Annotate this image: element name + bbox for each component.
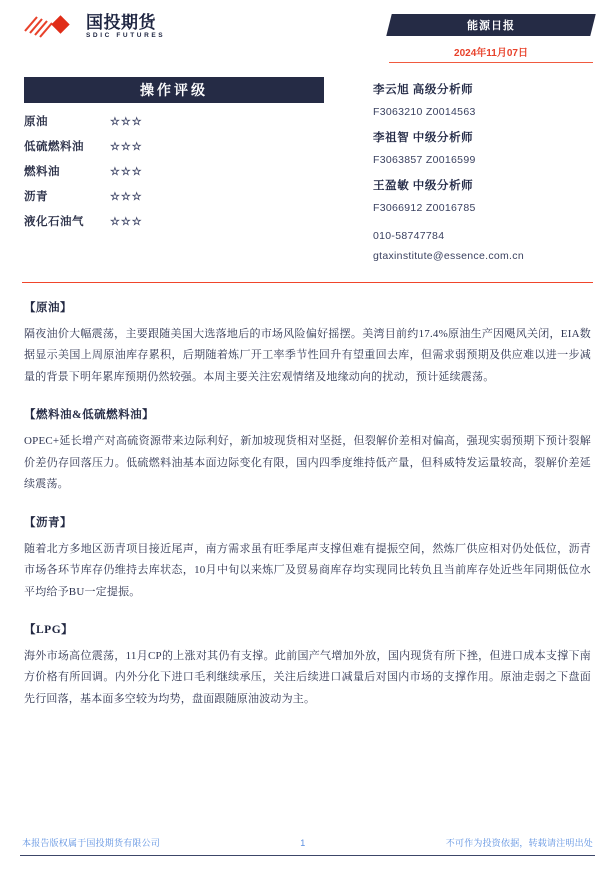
rating-commodity-name: 燃料油 bbox=[24, 166, 60, 178]
rating-stars: ☆☆☆ bbox=[110, 191, 143, 203]
brand-name-cn: 国投期货 bbox=[86, 13, 156, 33]
report-type-label: 能源日报 bbox=[467, 20, 515, 32]
article-body: 随着北方多地区沥青项目接近尾声，南方需求虽有旺季尾声支撑但难有提振空间，然炼厂供应相对仍处低位，沥青市场各环节库存仍维持去库状态，10月中旬以来炼厂及贸易商库存均实现同比转负且当前库存处近些年同期低位水平均给予BU一定提振。 bbox=[24, 542, 591, 598]
page-footer bbox=[18, 836, 597, 856]
rating-panel-title: 操作评级 bbox=[24, 77, 324, 103]
rating-stars: ☆☆☆ bbox=[110, 141, 143, 153]
article-crude-oil bbox=[24, 299, 591, 388]
contact-email[interactable]: gtaxinstitute@essence.com.cn bbox=[373, 250, 524, 262]
footer-content bbox=[18, 836, 597, 855]
article-body: 隔夜油价大幅震荡，主要跟随美国大选落地后的市场风险偏好摇摆。美湾目前约17.4%原油生产因飓风关闭，EIA数据显示美国上周原油库存累积，后期随着炼厂开工率季节性回升有望重回去库，但需求弱预期及供应难以进一步减量的背景下明年累库预期仍然较强。本周主要关注宏观情绪及地缘动向的扰动，预计延续震荡。 bbox=[24, 328, 591, 383]
rating-commodity-name: 沥青 bbox=[24, 191, 48, 203]
article-body: 海外市场高位震荡，11月CP的上涨对其仍有支撑。此前国产气增加外放，国内现货有所下挫，但进口成本支撑下南方价格有所回调。内外分化下进口毛利继续承压，关注后续进口减量后对国内市场的支撑作用。原油走弱之下盘面先行回落，基本面多空较为均势，盘面跟随原油波动为主。 bbox=[24, 649, 591, 705]
section-divider bbox=[22, 282, 593, 283]
rating-commodity-name: 低硫燃料油 bbox=[24, 141, 84, 153]
analyst-panel bbox=[373, 77, 597, 270]
rating-panel bbox=[18, 77, 324, 270]
report-type-banner bbox=[386, 14, 595, 36]
contact-phone: 010-58747784 bbox=[373, 230, 445, 242]
article-list bbox=[18, 299, 597, 710]
brand-name-en: SDIC FUTURES bbox=[86, 32, 166, 40]
footer-copyright: 本报告版权属于国投期货有限公司 bbox=[22, 838, 161, 848]
report-date: 2024年11月07日 bbox=[389, 44, 593, 63]
rating-stars: ☆☆☆ bbox=[110, 116, 143, 128]
rating-row bbox=[24, 138, 324, 154]
article-title: 【燃料油&低硫燃料油】 bbox=[24, 409, 155, 422]
report-flag-wrapper bbox=[389, 14, 593, 63]
masthead bbox=[18, 0, 597, 63]
rating-commodity-name: 原油 bbox=[24, 116, 48, 128]
rating-row bbox=[24, 163, 324, 179]
article-title: 【LPG】 bbox=[24, 623, 74, 636]
sdic-diamond-logo-icon bbox=[24, 14, 80, 40]
article-asphalt bbox=[24, 514, 591, 603]
analyst-license-codes: F3066912 Z0016785 bbox=[373, 202, 476, 214]
footer-divider bbox=[20, 855, 595, 856]
rating-stars: ☆☆☆ bbox=[110, 216, 143, 228]
analyst-entry bbox=[373, 81, 597, 118]
rating-row bbox=[24, 213, 324, 229]
brand-logo bbox=[18, 14, 165, 40]
article-lpg bbox=[24, 621, 591, 710]
rating-stars: ☆☆☆ bbox=[110, 166, 143, 178]
rating-row bbox=[24, 188, 324, 204]
article-title: 【原油】 bbox=[24, 302, 72, 314]
analyst-entry bbox=[373, 129, 597, 166]
article-body: OPEC+延长增产对高硫资源带来边际利好，新加坡现货相对坚挺，但裂解价差相对偏高，强现实弱预期下预计裂解价差仍存回落压力。低硫燃料油基本面边际变化有限，国内四季度维持低产量，但科威特发运量较高，裂解价差延续震荡。 bbox=[24, 435, 591, 491]
article-fuel-oil bbox=[24, 406, 591, 495]
analyst-name: 李云旭 高级分析师 bbox=[373, 84, 474, 96]
rating-row bbox=[24, 113, 324, 129]
footer-disclaimer: 不可作为投资依据，转载请注明出处 bbox=[445, 838, 593, 848]
analyst-name: 王盈敏 中级分析师 bbox=[373, 180, 474, 192]
analyst-entry bbox=[373, 177, 597, 214]
rating-commodity-name: 液化石油气 bbox=[24, 216, 84, 228]
article-title: 【沥青】 bbox=[24, 516, 72, 529]
contact-block bbox=[373, 230, 597, 262]
footer-page-number: 1 bbox=[300, 837, 306, 848]
analyst-license-codes: F3063857 Z0016599 bbox=[373, 154, 476, 166]
rating-list bbox=[24, 113, 324, 229]
analyst-license-codes: F3063210 Z0014563 bbox=[373, 106, 476, 118]
header-columns bbox=[18, 77, 597, 270]
analyst-name: 李祖智 中级分析师 bbox=[373, 132, 474, 144]
brand-text bbox=[86, 14, 165, 40]
